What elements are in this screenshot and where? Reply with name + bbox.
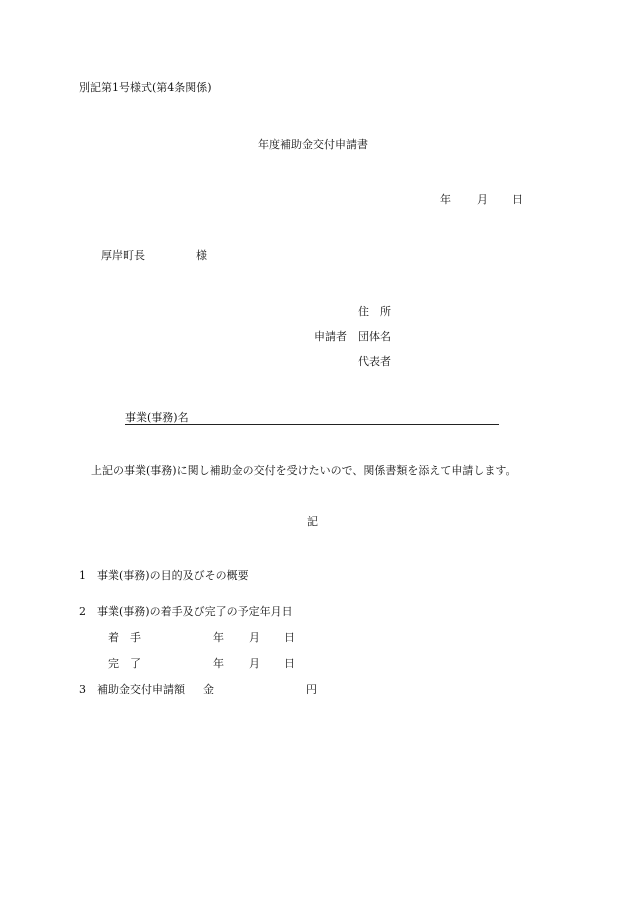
body-statement: 上記の事業(事務)に関し補助金の交付を受けたいので、関係書類を添えて申請します。 xyxy=(91,464,517,477)
item2-text: 事業(事務)の着手及び完了の予定年月日 xyxy=(97,605,293,618)
item1-text: 事業(事務)の目的及びその概要 xyxy=(97,569,249,582)
document-title: 年度補助金交付申請書 xyxy=(258,138,368,151)
item2-number: 2 xyxy=(79,605,86,618)
amount-yen-label: 円 xyxy=(306,683,317,696)
representative-label: 代表者 xyxy=(358,355,391,368)
project-name-label: 事業(事務)名 xyxy=(125,411,189,424)
item3-text: 補助金交付申請額 xyxy=(97,683,185,696)
address-label: 住 所 xyxy=(358,305,391,318)
addressee-honorific: 様 xyxy=(196,249,207,262)
amount-kin-label: 金 xyxy=(203,683,214,696)
organization-label: 団体名 xyxy=(358,330,391,343)
start-month-label: 月 xyxy=(249,631,260,644)
start-day-label: 日 xyxy=(284,631,295,644)
form-reference: 別記第1号様式(第4条関係) xyxy=(79,81,212,94)
end-year-label: 年 xyxy=(213,657,224,670)
end-label: 完 了 xyxy=(108,657,141,670)
item3-number: 3 xyxy=(79,683,86,696)
end-day-label: 日 xyxy=(284,657,295,670)
addressee-name: 厚岸町長 xyxy=(101,249,145,262)
ki-heading: 記 xyxy=(307,515,318,528)
item1-number: 1 xyxy=(79,569,86,582)
start-year-label: 年 xyxy=(213,631,224,644)
project-name-underline xyxy=(125,424,499,425)
date-month-label: 月 xyxy=(477,193,488,206)
date-year-label: 年 xyxy=(440,193,451,206)
applicant-label: 申請者 xyxy=(314,330,347,343)
end-month-label: 月 xyxy=(249,657,260,670)
start-label: 着 手 xyxy=(108,631,141,644)
date-day-label: 日 xyxy=(512,193,523,206)
